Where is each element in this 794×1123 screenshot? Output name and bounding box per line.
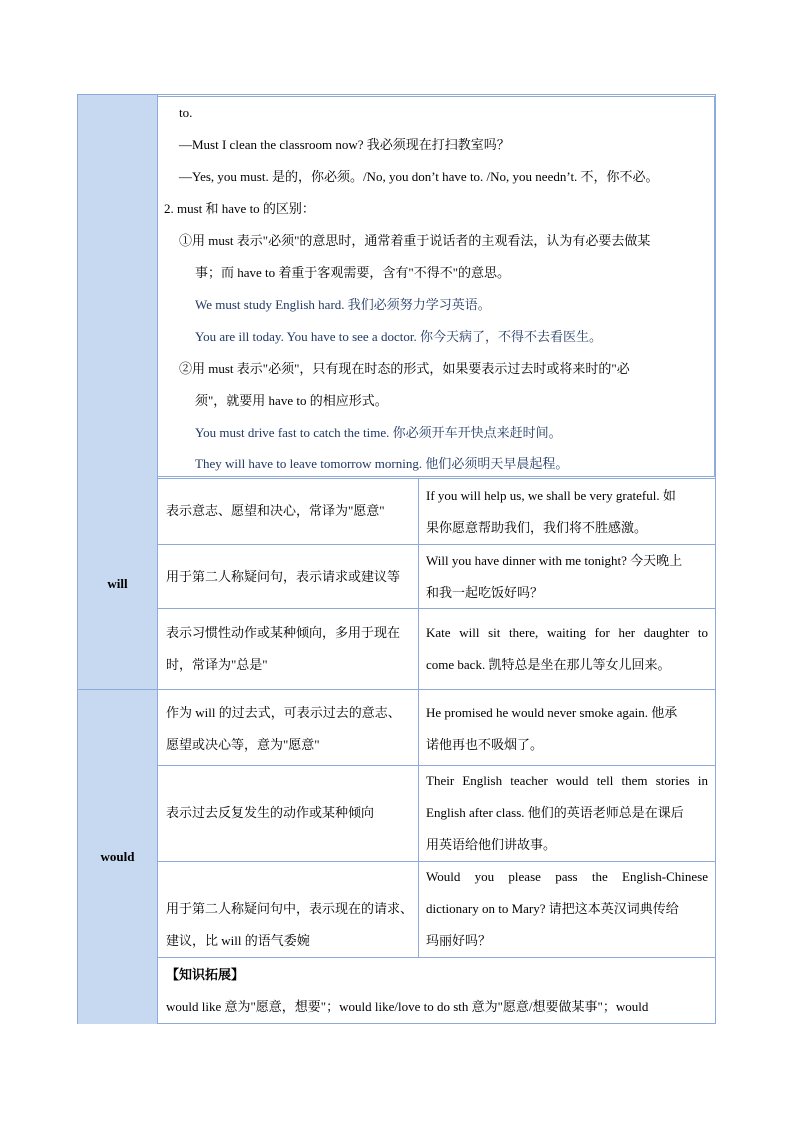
example-line: Their English teacher would tell them stories in: [426, 773, 708, 788]
text-line: ①用 must 表示"必须"的意思时，通常着重于说话者的主观看法，认为有必要去做某: [179, 233, 651, 248]
example-line: They will have to leave tomorrow morning. 他们必须明天早晨起程。: [195, 456, 569, 471]
text-line: ②用 must 表示"必须"，只有现在时态的形式，如果要表示过去时或将来时的"必: [179, 361, 630, 376]
usage-line: 用于第二人称疑问句中，表示现在的请求、: [166, 901, 414, 916]
left-column-top: [78, 95, 158, 479]
usage-line: 时，常译为"总是": [166, 657, 268, 672]
text-line: to.: [179, 105, 193, 120]
row-divider: [78, 689, 716, 690]
example-line: We must study English hard. 我们必须努力学习英语。: [195, 297, 491, 312]
usage-cell: [166, 893, 413, 957]
example-line: English after class. 他们的英语老师总是在课后: [426, 805, 684, 820]
extension-text: would like 意为"愿意，想要"；would like/love to do sth 意为"愿意/想要做某事"；would: [166, 999, 649, 1014]
example-line: 玛丽好吗？: [426, 933, 492, 948]
example-line: Will you have dinner with me tonight? 今天晚上: [426, 553, 683, 568]
example-line: dictionary on to Mary? 请把这本英汉词典传给: [426, 901, 679, 916]
usage-cell: [166, 697, 401, 761]
usage-line: 表示习惯性动作或某种倾向，多用于现在: [166, 625, 401, 640]
row-divider: [158, 957, 716, 958]
usage-line: 表示意志、愿望和决心，常译为"愿意": [166, 503, 385, 518]
example-line: You must drive fast to catch the time. 你必须开车开快点来赶时间。: [195, 425, 562, 440]
example-cell: [426, 765, 708, 861]
example-line: Kate will sit there, waiting for her daughter to: [426, 625, 708, 640]
example-line: He promised he would never smoke again. 他承: [426, 705, 678, 720]
column-divider: [418, 479, 419, 957]
extension-cell: [166, 959, 648, 1023]
text-line: 事；而 have to 着重于客观需要，含有"不得不"的意思。: [195, 265, 511, 280]
example-line: 和我一起吃饭好吗？: [426, 585, 544, 600]
usage-cell: [166, 495, 385, 527]
example-line: come back. 凯特总是坐在那儿等女儿回来。: [426, 657, 671, 672]
extension-heading: 【知识拓展】: [166, 967, 245, 982]
usage-cell: [166, 617, 400, 681]
grammar-table: [77, 94, 716, 1024]
will-label: will: [107, 576, 128, 591]
top-explanation-cell: [158, 95, 716, 479]
left-column-would: [78, 689, 158, 1024]
example-line: Would you please pass the English-Chinese: [426, 869, 708, 884]
usage-cell: [166, 561, 400, 593]
example-line: If you will help us, we shall be very grateful. 如: [426, 488, 676, 503]
usage-line: 表示过去反复发生的动作或某种倾向: [166, 805, 375, 820]
usage-line: 愿望或决心等，意为"愿意": [166, 737, 320, 752]
example-line: 果你愿意帮助我们，我们将不胜感激。: [426, 520, 648, 535]
example-cell: [426, 697, 677, 761]
example-line: 用英语给他们讲故事。: [426, 837, 557, 852]
usage-line: 建议，比 will 的语气委婉: [166, 933, 310, 948]
left-column-will: [78, 479, 158, 689]
text-line: —Must I clean the classroom now? 我必须现在打扫教室吗？: [179, 137, 510, 152]
example-line: You are ill today. You have to see a doctor. 你今天病了，不得不去看医生。: [195, 329, 602, 344]
example-cell: [426, 861, 708, 957]
text-line: 2. must 和 have to 的区别：: [164, 201, 315, 216]
text-line: —Yes, you must. 是的，你必须。/No, you don’t have to. /No, you needn’t. 不，你不必。: [179, 169, 659, 184]
would-label: would: [100, 848, 135, 864]
example-cell: [426, 545, 682, 609]
usage-cell: [166, 797, 374, 829]
text-line: 须"，就要用 have to 的相应形式。: [195, 393, 388, 408]
example-cell: [426, 480, 676, 544]
example-cell: [426, 617, 708, 681]
usage-line: 作为 will 的过去式，可表示过去的意志、: [166, 705, 401, 720]
usage-line: 用于第二人称疑问句，表示请求或建议等: [166, 569, 401, 584]
example-line: 诺他再也不吸烟了。: [426, 737, 544, 752]
